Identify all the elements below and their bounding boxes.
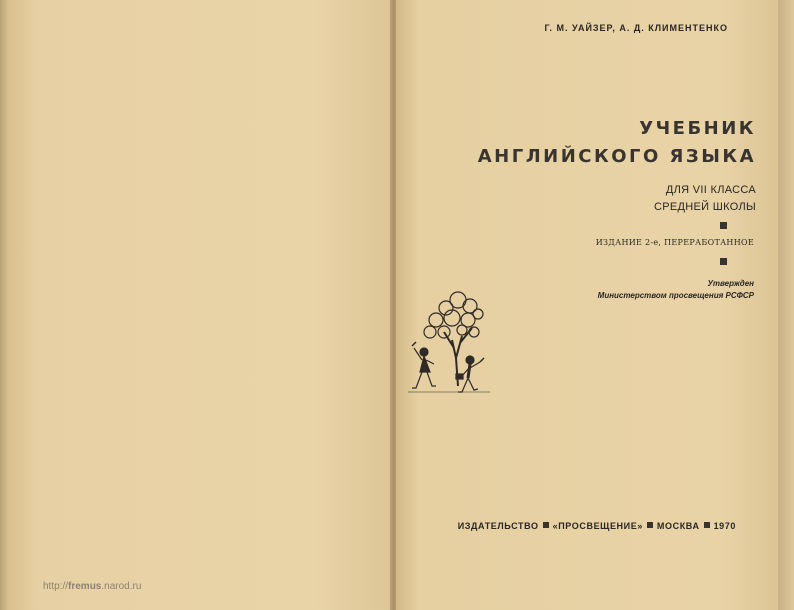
title-line-1: УЧЕБНИК [639,118,756,139]
edition-note: ИЗДАНИЕ 2-е, ПЕРЕРАБОТАННОЕ [595,238,754,247]
children-under-tree-illustration [406,288,492,400]
right-page-edge [778,0,794,610]
subtitle-line-2: СРЕДНЕЙ ШКОЛЫ [654,201,756,213]
publisher-line [458,521,736,531]
authors: Г. М. УАЙЗЕР, А. Д. КЛИМЕНТЕНКО [544,23,728,33]
publisher-label: ИЗДАТЕЛЬСТВО [457,521,539,531]
left-blank-page [8,0,392,610]
divider-square [720,222,727,229]
separator-square [543,522,549,528]
book-title [478,115,756,171]
book-subtitle [654,182,756,216]
left-page-edge [0,0,8,610]
title-line-2: АНГЛИЙСКОГО ЯЗЫКА [477,146,756,167]
publication-city: МОСКВА [656,521,700,531]
source-watermark [43,581,141,592]
publisher-name: «ПРОСВЕЩЕНИЕ» [552,521,643,531]
subtitle-line-1: ДЛЯ VII КЛАССА [665,184,756,196]
separator-square [704,522,710,528]
separator-square [647,522,653,528]
approval-line-1: Утвержден [707,279,754,288]
watermark-suffix: .narod.ru [101,581,142,592]
divider-square [720,258,727,265]
approval-note [598,278,754,302]
approval-line-2: Министерством просвещения РСФСР [597,291,754,300]
watermark-prefix: http:// [43,581,69,592]
publication-year: 1970 [713,521,736,531]
watermark-site: fremus [68,581,102,592]
